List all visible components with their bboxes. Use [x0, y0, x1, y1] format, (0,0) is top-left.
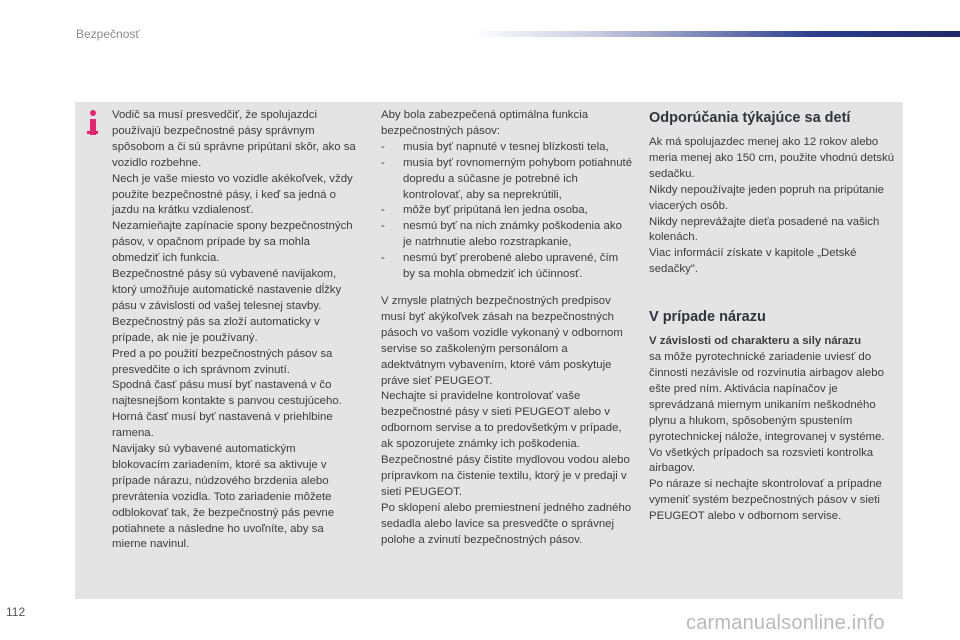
list-item: - môže byť pripútaná len jedna osoba,: [381, 203, 633, 219]
paragraph: Viac informácií získate v kapitole „Detské sedačky".: [649, 247, 857, 276]
paragraph: Horná časť musí byť nastavená v priehlbine ramena.: [112, 411, 333, 440]
list-item: - nesmú byť na nich známky poškodenia ako je natrhnutie alebo rozstrapkanie,: [381, 219, 633, 251]
paragraph: Bezpečnostné pásy čistite mydlovou vodou alebo prípravkom na čistenie textilu, ktorý je v predaji v sieti PEUGEOT.: [381, 454, 630, 498]
column-children-and-impact: [649, 108, 899, 525]
paragraph: Po náraze si nechajte skontrolovať a prípadne vymeniť systém bezpečnostných pásov v sieti PEUGEOT alebo v odbornom servise.: [649, 478, 882, 523]
section-title-impact: V prípade nárazu: [649, 309, 766, 326]
paragraph: Nikdy nepoužívajte jeden popruh na pripútanie viacerých osôb.: [649, 183, 884, 212]
requirements-list: [381, 140, 633, 283]
list-intro: Aby bola zabezpečená optimálna funkcia bezpečnostných pásov:: [381, 109, 589, 137]
column-seatbelt-instructions: [112, 108, 356, 553]
watermark: carmanualsonline.info: [686, 612, 885, 634]
paragraph: Spodná časť pásu musí byť nastavená v čo najtesnejšom kontakte s panvou cestujúceho.: [112, 379, 342, 408]
section-title-children: Odporúčania týkajúce sa detí: [649, 110, 851, 126]
paragraph: Bezpečnostné pásy sú vybavené navijakom, ktorý umožňuje automatické nastavenie dĺžky pásu v závislosti od vašej telesnej stavby. Bezpečnostný pás sa zloží automaticky v prípade, ak nie je používaný.: [112, 268, 342, 344]
impact-lead: [649, 334, 899, 445]
section-header: Bezpečnosť: [76, 27, 140, 41]
paragraph: Ak má spolujazdec menej ako 12 rokov alebo meria menej ako 150 cm, použite vhodnú detskú sedačku.: [649, 136, 895, 180]
impact-lead-rest: sa môže pyrotechnické zariadenie uviesť do činnosti nezávisle od rozvinutia airbagov alebo ešte pred ním. Aktivácia napínačov je sprevádzaná miernym unikaním neškodného plynu a hlukom, spôsobeným spustením pyrotechnickej nálože, integrovanej v systéme.: [649, 351, 885, 443]
paragraph: Vodič sa musí presvedčiť, že spolujazdci používajú bezpečnostné pásy správnym spôsobom a či sú správne pripútaní skôr, ako sa vozidlo rozbehne.: [112, 109, 356, 169]
paragraph: Nikdy neprevážajte dieťa posadené na vašich kolenách.: [649, 215, 880, 244]
paragraph: Vo všetkých prípadoch sa rozsvieti kontrolka airbagov.: [649, 446, 874, 475]
paragraph: V zmysle platných bezpečnostných predpisov musí byť akýkoľvek zásah na bezpečnostných pásoch vo vašom vozidle vykonaný v odbornom servise so zaškoleným personálom a adektvátnym vybavením, ktoré vám poskytuje práve sieť PEUGEOT.: [381, 294, 623, 387]
paragraph: Nechajte si pravidelne kontrolovať vaše bezpečnostné pásy v sieti PEUGEOT alebo v odbornom servise a to predovšetkým v prípade, ak spozorujete známky ich poškodenia.: [381, 390, 622, 451]
column-seatbelt-requirements: [381, 108, 633, 548]
list-item: - musia byť napnuté v tesnej blízkosti tela,: [381, 140, 633, 156]
info-icon: [87, 110, 99, 136]
paragraph: Pred a po použití bezpečnostných pásov sa presvedčite o ich správnom zvinutí.: [112, 347, 333, 376]
page-number: 112: [6, 605, 26, 619]
header-gradient-bar: [470, 31, 960, 37]
paragraph: Navijaky sú vybavené automatickým blokovacím zariadením, ktoré sa aktivuje v prípade nárazu, núdzového brzdenia alebo prevrátenia vozidla. Toto zariadenie môžete odblokovať tak, že bezpečnostný pás pevne potiahnete a následne ho uvoľníte, aby sa mierne navinul.: [112, 443, 335, 551]
paragraph: Nech je vaše miesto vo vozidle akékoľvek, vždy použite bezpečnostné pásy, i keď sa jedná o jazdu na krátku vzdialenosť.: [112, 172, 353, 217]
list-item: - nesmú byť prerobené alebo upravené, čím by sa mohla obmedziť ich účinnosť.: [381, 251, 633, 283]
paragraph: Po sklopení alebo premiestnení jedného zadného sedadla alebo lavice sa presvedčte o správnej polohe a zvinutí bezpečnostných pásov.: [381, 501, 632, 546]
paragraph: Nezamieňajte zapínacie spony bezpečnostných pásov, v opačnom prípade by sa mohla obmedziť ich funkcia.: [112, 220, 353, 265]
list-item: - musia byť rovnomerným pohybom potiahnuté dopredu a súčasne je potrebné ich kontrolovať, aby sa neprekrútili,: [381, 156, 633, 204]
impact-lead-bold: V závislosti od charakteru a sily nárazu: [649, 335, 862, 348]
